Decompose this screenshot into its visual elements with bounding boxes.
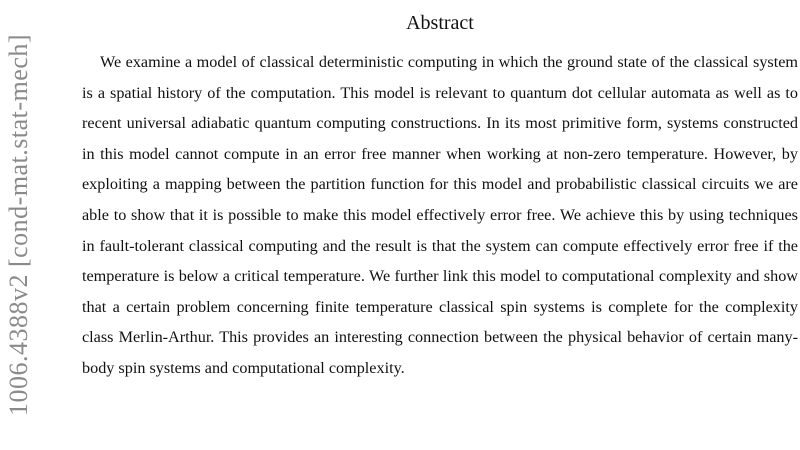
abstract-section bbox=[82, 6, 798, 384]
abstract-body: We examine a model of classical deterministic computing in which the ground state of the classical system is a spatial history of the computation. This model is relevant to quantum dot cellular automata as well as to recent universal adiabatic quantum computing constructions. In its most primitive form, systems constructed in this model cannot compute in an error free manner when working at non-zero temperature. However, by exploiting a mapping between the partition function for this model and probabilistic classical circuits we are able to show that it is possible to make this model effectively error free. We achieve this by using techniques in fault-tolerant classical computing and the result is that the system can compute effectively error free if the temperature is below a critical temperature. We further link this model to computational complexity and show that a certain problem concerning finite temperature classical spin systems is complete for the complexity class Merlin-Arthur. This provides an interesting connection between the physical behavior of certain many-body spin systems and computational complexity. bbox=[82, 53, 798, 377]
arxiv-side-stamp bbox=[0, 0, 38, 450]
abstract-heading: Abstract bbox=[406, 12, 474, 34]
arxiv-identifier: 1006.4388v2 [cond-mat.stat-mech] bbox=[4, 33, 33, 417]
